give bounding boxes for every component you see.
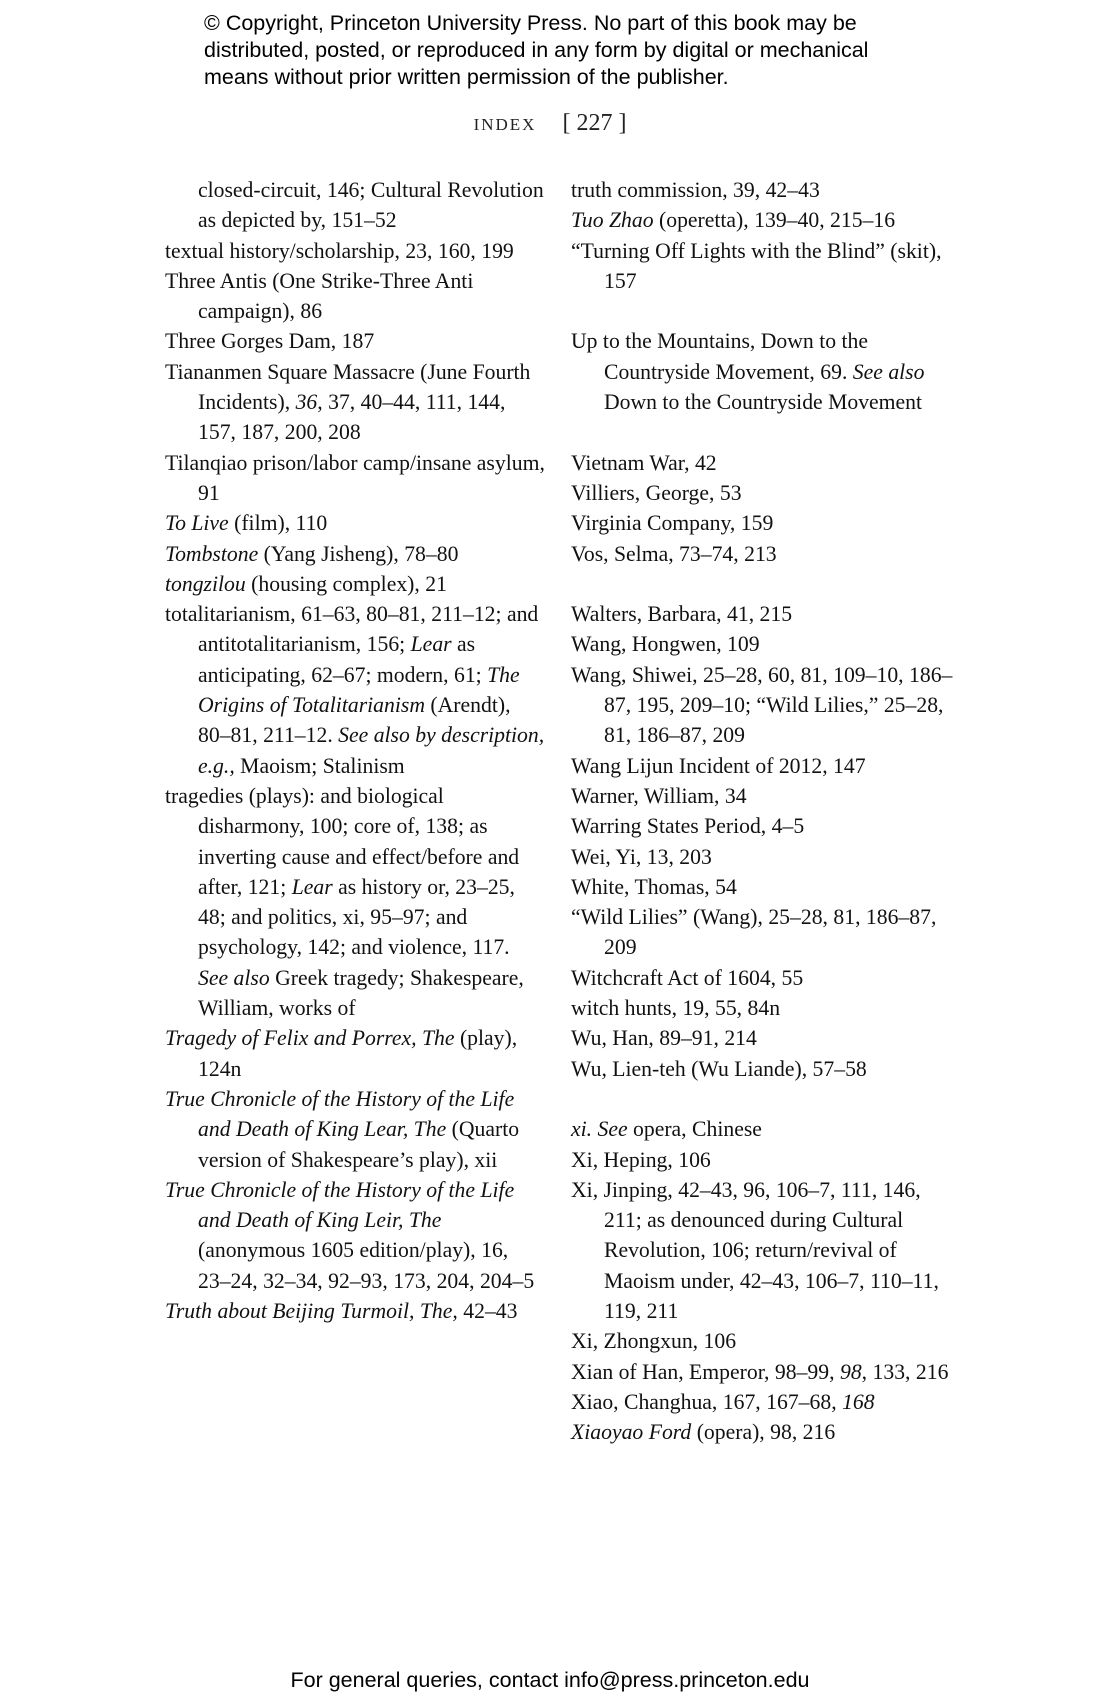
- index-entry-italic-text: 168: [842, 1389, 875, 1414]
- index-entry-text: Tilanqiao prison/labor camp/insane asylum, 91: [165, 450, 545, 505]
- index-entry: [571, 1114, 961, 1144]
- index-entry: [571, 539, 961, 569]
- index-entry-italic-text: Truth about Beijing Turmoil, The,: [165, 1298, 458, 1323]
- index-entry: [571, 599, 961, 629]
- index-entry-text: (play), 124n: [198, 1026, 518, 1081]
- copyright-line-3: means without prior written permission of the publisher.: [204, 65, 729, 89]
- index-entry-text: tragedies (plays): and biological disharmony, 100; core of, 138; as inverting cause and effect/before and after, 121;: [165, 783, 520, 899]
- index-entry-text: (housing complex), 21: [245, 571, 447, 596]
- index-entry-text: Xi, Zhongxun, 106: [571, 1329, 737, 1354]
- index-entry-text: “Wild Lilies” (Wang), 25–28, 81, 186–87, 209: [571, 905, 937, 960]
- running-header-label: index: [473, 110, 537, 136]
- index-entry: [165, 781, 545, 1023]
- index-entry: [571, 811, 961, 841]
- index-entry-text: , 133, 216: [861, 1359, 949, 1384]
- letter-group-gap: [571, 569, 961, 599]
- index-entry: [165, 569, 545, 599]
- index-entry-italic-text: See also by description, e.g.,: [198, 723, 545, 778]
- index-entry-italic-text: xi. See: [571, 1117, 628, 1142]
- index-entry-italic-text: 98: [839, 1359, 862, 1384]
- index-entry-text: Vos, Selma, 73–74, 213: [571, 541, 777, 566]
- index-entry-text: Three Antis (One Strike-Three Anti campaign), 86: [165, 268, 474, 324]
- index-entry: [571, 842, 961, 872]
- index-entry: [571, 902, 961, 963]
- index-entry: [165, 539, 545, 569]
- page-number: [ 227 ]: [562, 110, 627, 136]
- index-entry: [571, 1326, 961, 1356]
- index-entry-italic-text: See also: [198, 965, 270, 990]
- index-entry-text: Tiananmen Square Massacre (June Fourth Incidents),: [165, 359, 531, 415]
- index-entry: [571, 448, 961, 478]
- index-entry: [571, 326, 961, 417]
- index-entry: [571, 1175, 961, 1326]
- index-entry: [571, 1145, 961, 1175]
- index-entry: [571, 205, 961, 235]
- index-entry-text: Greek tragedy; Shakespeare, William, works of: [198, 965, 524, 1021]
- index-entry: [571, 175, 961, 205]
- index-entry-italic-text: Tombstone: [165, 541, 259, 566]
- index-entry-text: Xi, Heping, 106: [571, 1147, 711, 1172]
- index-entry: [165, 357, 545, 448]
- index-entry-italic-text: Lear: [410, 632, 452, 657]
- index-entry-text: Xi, Jinping, 42–43, 96, 106–7, 111, 146, 211; as denounced during Cultural Revolution, 106; return/revival of Maoism under, 42–43, 106–7, 110–11, 119, 211: [571, 1177, 939, 1323]
- index-entry-text: (Arendt), 80–81, 211–12.: [198, 693, 511, 748]
- letter-group-gap: [571, 1084, 961, 1114]
- index-entry: [571, 781, 961, 811]
- index-entry-text: textual history/scholarship, 23, 160, 199: [165, 238, 514, 263]
- index-entry: [571, 508, 961, 538]
- index-entry-text: totalitarianism, 61–63, 80–81, 211–12; and antitotalitarianism, 156;: [165, 602, 539, 657]
- index-entry-text: Wang Lijun Incident of 2012, 147: [571, 753, 866, 778]
- index-entry-italic-text: To Live: [165, 511, 229, 536]
- index-entry: [165, 1175, 545, 1296]
- index-entry-text: Wu, Han, 89–91, 214: [571, 1026, 757, 1051]
- index-entry-text: (operetta), 139–40, 215–16: [653, 208, 896, 233]
- index-entry-text: opera, Chinese: [627, 1117, 762, 1142]
- copyright-line-1: © Copyright, Princeton University Press. No part of this book may be: [204, 11, 857, 35]
- index-entry-text: Down to the Countryside Movement: [604, 390, 923, 415]
- index-entry-text: White, Thomas, 54: [571, 874, 737, 899]
- index-entry: [571, 751, 961, 781]
- index-entry-italic-text: See also: [852, 359, 925, 384]
- index-entry-text: Walters, Barbara, 41, 215: [571, 602, 793, 627]
- index-column-right: [571, 175, 961, 1447]
- index-entry: [165, 448, 545, 509]
- index-entry-text: Wang, Shiwei, 25–28, 60, 81, 109–10, 186–87, 195, 209–10; “Wild Lilies,” 25–28, 81, 186–87, 209: [571, 662, 953, 748]
- index-entry-text: Three Gorges Dam, 187: [165, 329, 375, 354]
- index-entry-text: “Turning Off Lights with the Blind” (skit), 157: [571, 238, 942, 293]
- index-entry: [571, 1417, 961, 1447]
- copyright-line-2: distributed, posted, or reproduced in any form by digital or mechanical: [204, 38, 869, 62]
- index-entry-text: Up to the Mountains, Down to the Countryside Movement, 69.: [571, 329, 868, 384]
- index-entry-text: closed-circuit, 146; Cultural Revolution as depicted by, 151–52: [198, 178, 544, 233]
- index-entry-text: Xiao, Changhua, 167, 167–68,: [571, 1389, 843, 1414]
- index-entry-text: as anticipating, 62–67; modern, 61;: [198, 632, 488, 687]
- index-entry: [571, 1387, 961, 1417]
- index-entry: [571, 872, 961, 902]
- index-entry-text: (film), 110: [228, 511, 328, 536]
- letter-group-gap: [571, 417, 961, 447]
- index-entry: [571, 963, 961, 993]
- index-entry-italic-text: Xiaoyao Ford: [571, 1420, 692, 1445]
- index-entry: [165, 599, 545, 781]
- index-entry: [571, 1357, 961, 1387]
- index-entry: [571, 236, 961, 297]
- index-entry-italic-text: True Chronicle of the History of the Life and Death of King Leir, The: [165, 1177, 515, 1233]
- running-header: [0, 110, 1100, 137]
- letter-group-gap: [571, 296, 961, 326]
- index-entry: [165, 508, 545, 538]
- index-entry-text: (Quarto version of Shakespeare’s play), xii: [198, 1117, 520, 1172]
- index-entry-italic-text: Tuo Zhao: [571, 208, 654, 233]
- index-entry: [571, 629, 961, 659]
- index-entry-text: Maoism; Stalinism: [234, 753, 405, 778]
- index-entry-italic-text: True Chronicle of the History of the Life and Death of King Lear, The: [165, 1086, 515, 1142]
- index-entry-text: Warner, William, 34: [571, 783, 747, 808]
- index-entry: [165, 326, 545, 356]
- index-entry: [165, 236, 545, 266]
- index-entry-text: , 37, 40–44, 111, 144, 157, 187, 200, 208: [198, 390, 506, 445]
- index-entry-italic-text: Tragedy of Felix and Porrex, The: [165, 1026, 455, 1051]
- index-entry-text: (Yang Jisheng), 78–80: [258, 541, 459, 566]
- copyright-notice: [204, 10, 964, 91]
- index-entry-italic-text: The Origins of Totalitarianism: [198, 662, 520, 718]
- index-entry-text: (opera), 98, 216: [691, 1420, 836, 1445]
- index-entry-text: Villiers, George, 53: [571, 480, 742, 505]
- index-entry-italic-text: Lear: [291, 874, 333, 899]
- index-entry: [571, 478, 961, 508]
- index-entry-text: Warring States Period, 4–5: [571, 814, 805, 839]
- index-column-left: [165, 175, 545, 1326]
- index-entry-text: witch hunts, 19, 55, 84n: [571, 996, 781, 1021]
- index-entry: [165, 1296, 545, 1326]
- index-entry-text: Witchcraft Act of 1604, 55: [571, 965, 804, 990]
- index-entry: [571, 1054, 961, 1084]
- footer-contact: For general queries, contact info@press.princeton.edu: [290, 1668, 810, 1692]
- index-entry-text: Wu, Lien-teh (Wu Liande), 57–58: [571, 1056, 867, 1081]
- index-entry: [571, 1023, 961, 1053]
- index-entry-text: Vietnam War, 42: [571, 450, 717, 475]
- index-entry: [165, 1084, 545, 1175]
- index-entry-text: 42–43: [457, 1298, 518, 1323]
- index-entry-text: Wang, Hongwen, 109: [571, 632, 760, 657]
- index-entry-italic-text: tongzilou: [165, 571, 246, 596]
- index-entry-italic-text: 36: [295, 390, 318, 415]
- index-entry-text: as history or, 23–25, 48; and politics, xi, 95–97; and psychology, 142; and violence, 117.: [198, 874, 515, 960]
- index-entry: [165, 175, 545, 236]
- index-entry: [165, 266, 545, 327]
- index-entry-text: Wei, Yi, 13, 203: [571, 844, 712, 869]
- index-entry: [165, 1023, 545, 1084]
- index-entry-text: truth commission, 39, 42–43: [571, 178, 820, 202]
- index-entry-text: Virginia Company, 159: [571, 511, 774, 536]
- index-entry-text: Xian of Han, Emperor, 98–99,: [571, 1359, 840, 1384]
- index-entry: [571, 660, 961, 751]
- index-entry: [571, 993, 961, 1023]
- index-entry-text: (anonymous 1605 edition/play), 16, 23–24, 32–34, 92–93, 173, 204, 204–5: [198, 1238, 535, 1293]
